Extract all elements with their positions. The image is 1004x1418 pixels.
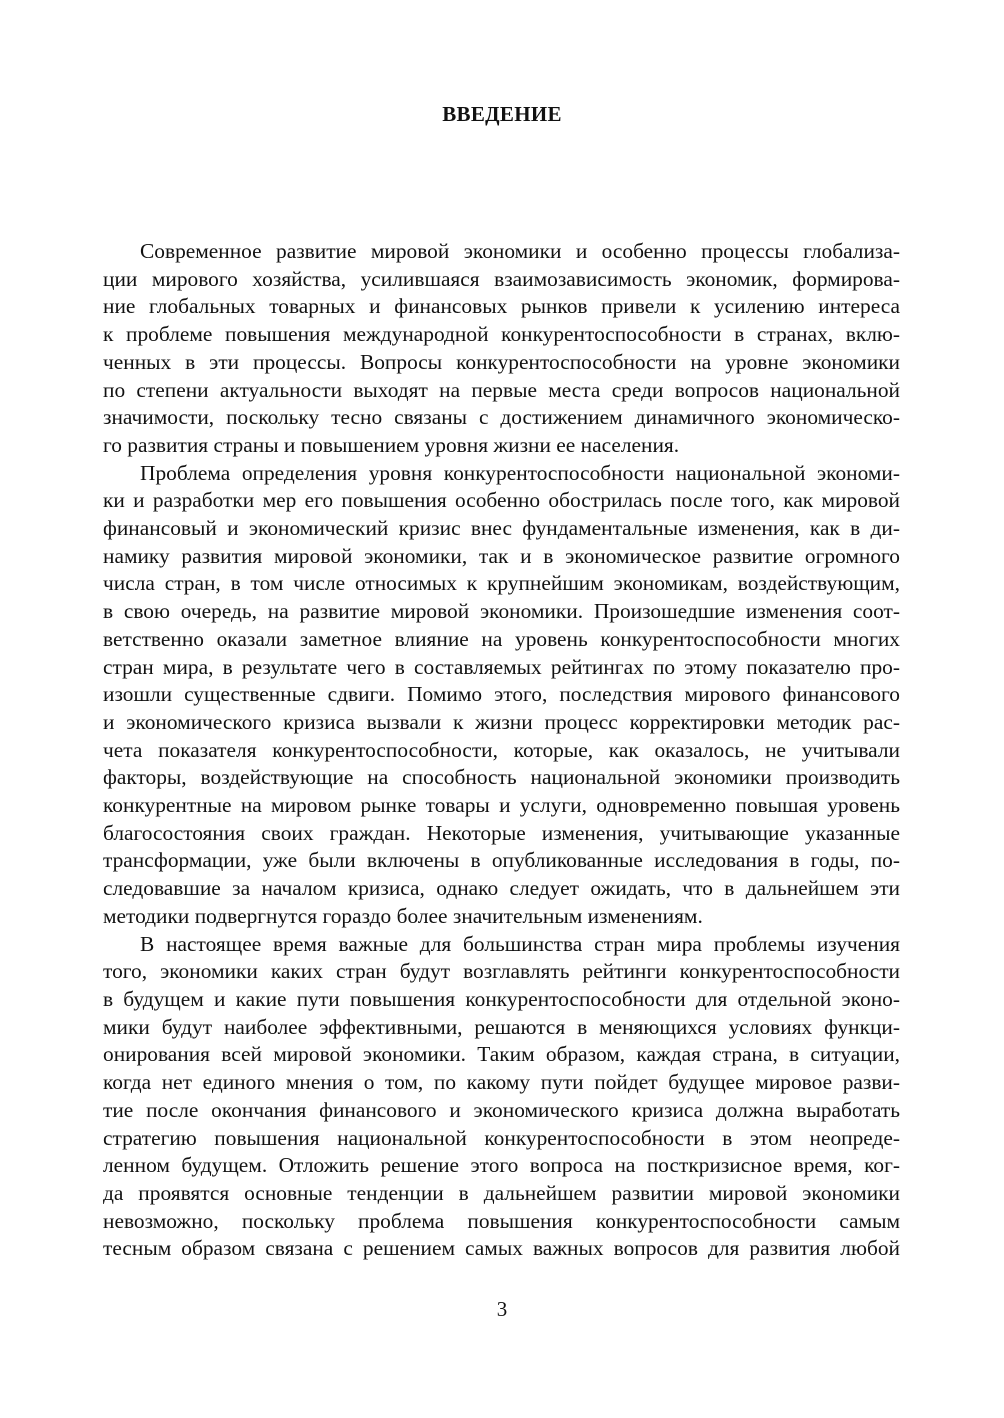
text-line: факторы, воздействующие на способность национальной экономики производить bbox=[103, 765, 900, 790]
text-line: следовавшие за началом кризиса, однако следует ожидать, что в дальнейшем эти bbox=[103, 876, 900, 901]
text-line: онирования всей мировой экономики. Таким образом, каждая страна, в ситуации, bbox=[103, 1042, 900, 1067]
text-line: методики подвергнутся гораздо более значительным изменениям. bbox=[103, 903, 703, 928]
text-line: ленном будущем. Отложить решение этого вопроса на посткризисное время, ког- bbox=[103, 1153, 900, 1178]
body-text bbox=[103, 238, 900, 1263]
text-line: того, экономики каких стран будут возглавлять рейтинги конкурентоспособности bbox=[103, 959, 900, 984]
paragraph-1 bbox=[103, 238, 900, 460]
text-line: стратегию повышения национальной конкурентоспособности в этом неопреде- bbox=[103, 1125, 900, 1150]
text-line: да проявятся основные тенденции в дальнейшем развитии мировой экономики bbox=[103, 1180, 900, 1205]
text-line: финансовый и экономический кризис внес фундаментальные изменения, как в ди- bbox=[103, 516, 900, 541]
text-line: благосостояния своих граждан. Некоторые изменения, учитывающие указанные bbox=[103, 820, 900, 845]
text-line: когда нет единого мнения о том, по какому пути пойдет будущее мировое разви- bbox=[103, 1070, 900, 1095]
text-line: чета показателя конкурентоспособности, которые, как оказалось, не учитывали bbox=[103, 737, 900, 762]
text-line: изошли существенные сдвиги. Помимо этого, последствия мирового финансового bbox=[103, 682, 900, 707]
text-line: ции мирового хозяйства, усилившаяся взаимозависимость экономик, формирова- bbox=[103, 266, 900, 291]
text-line: трансформации, уже были включены в опубликованные исследования в годы, по- bbox=[103, 848, 900, 873]
text-line: тесным образом связана с решением самых важных вопросов для развития любой bbox=[103, 1236, 900, 1261]
text-line: Современное развитие мировой экономики и особенно процессы глобализа- bbox=[140, 239, 900, 263]
text-line: ние глобальных товарных и финансовых рынков привели к усилению интереса bbox=[103, 294, 900, 319]
text-line: к проблеме повышения международной конкурентоспособности в странах, вклю- bbox=[103, 322, 900, 347]
text-line: ки и разработки мер его повышения особенно обострилась после того, как мировой bbox=[103, 488, 900, 513]
text-line: ветственно оказали заметное влияние на уровень конкурентоспособности многих bbox=[103, 626, 900, 651]
text-line: в будущем и какие пути повышения конкурентоспособности для отдельной эконо- bbox=[103, 986, 900, 1011]
text-line: В настоящее время важные для большинства стран мира проблемы изучения bbox=[140, 931, 900, 956]
text-line: и экономического кризиса вызвали к жизни процесс корректировки методик рас- bbox=[103, 709, 900, 734]
paragraph-2 bbox=[103, 460, 900, 931]
page-number: 3 bbox=[496, 1297, 508, 1321]
text-line: числа стран, в том числе относимых к крупнейшим экономикам, воздействующим, bbox=[103, 571, 900, 596]
text-line: го развития страны и повышением уровня жизни ее населения. bbox=[103, 432, 680, 457]
text-line: мики будут наиболее эффективными, решаются в меняющихся условиях функци- bbox=[103, 1014, 900, 1039]
text-line: Проблема определения уровня конкурентоспособности национальной экономи- bbox=[140, 460, 900, 485]
text-line: значимости, поскольку тесно связаны с достижением динамичного экономическо- bbox=[103, 405, 900, 430]
text-line: тие после окончания финансового и экономического кризиса должна выработать bbox=[103, 1097, 900, 1122]
text-line: стран мира, в результате чего в составляемых рейтингах по этому показателю про- bbox=[103, 654, 900, 679]
text-line: невозможно, поскольку проблема повышения конкурентоспособности самым bbox=[103, 1208, 900, 1233]
paragraph-3 bbox=[103, 931, 900, 1263]
text-line: в свою очередь, на развитие мировой экономики. Произошедшие изменения соот- bbox=[103, 599, 900, 624]
text-line: по степени актуальности выходят на первые места среди вопросов национальной bbox=[103, 377, 900, 402]
text-line: конкурентные на мировом рынке товары и услуги, одновременно повышая уровень bbox=[103, 793, 900, 818]
text-line: намику развития мировой экономики, так и в экономическое развитие огромного bbox=[103, 543, 900, 568]
text-line: ченных в эти процессы. Вопросы конкурентоспособности на уровне экономики bbox=[103, 349, 900, 374]
page-title: ВВЕДЕНИЕ bbox=[442, 102, 562, 126]
